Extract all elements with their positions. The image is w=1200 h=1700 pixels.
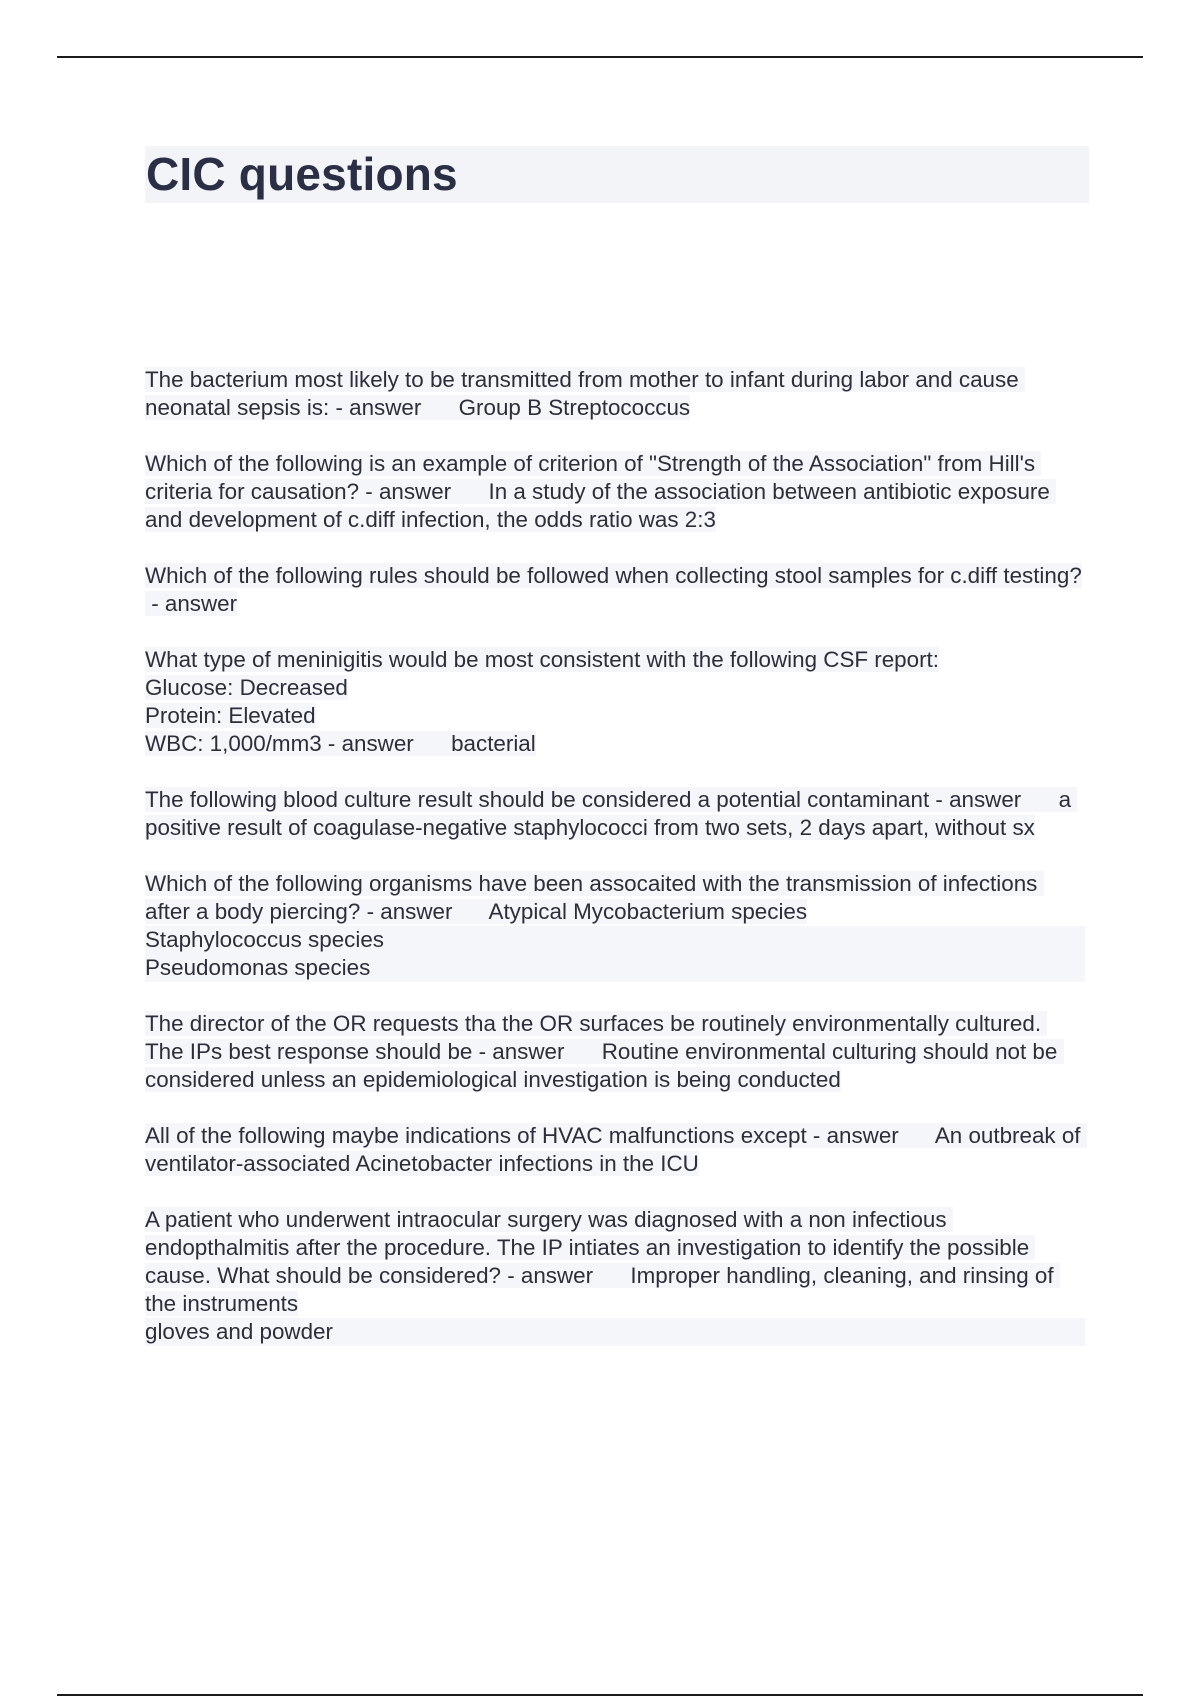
answer-text: a positive result of coagulase-negative staphylococci from two sets, 2 days apart, without sx (145, 787, 1078, 840)
qa-item-2 (145, 450, 1085, 534)
answer-separator: - answer (472, 1039, 565, 1064)
document-title: CIC questions (146, 148, 458, 200)
answer-separator: - answer (806, 1123, 899, 1148)
answer-separator: - answer (359, 479, 452, 504)
answer-separator: - answer (501, 1263, 594, 1288)
answer-text: Improper handling, cleaning, and rinsing of the instruments (145, 1263, 1060, 1316)
qa-item-4 (145, 646, 1085, 758)
question-text: All of the following maybe indications of HVAC malfunctions except (145, 1123, 807, 1148)
qa-item-9 (145, 1206, 1085, 1346)
qa-item-6 (145, 870, 1085, 982)
answer-text: In a study of the association between antibiotic exposure and development of c.diff infection, the odds ratio was 2:3 (145, 479, 1057, 532)
question-text: What type of meninigitis would be most consistent with the following CSF report: Glucose: Decreased Protein: Elevated WBC: 1,000/mm3 (145, 647, 939, 756)
answer-separator: - answer (360, 899, 453, 924)
answer-text: Group B Streptococcus (458, 395, 691, 420)
answer-separator: - answer (145, 591, 238, 616)
qa-item-7 (145, 1010, 1085, 1094)
question-text: The director of the OR requests tha the OR surfaces be routinely environmentally cultured. The IPs best response should be (145, 1011, 1047, 1064)
question-text: The bacterium most likely to be transmitted from mother to infant during labor and cause neonatal sepsis is: (145, 367, 1025, 420)
question-text: Which of the following organisms have been assocaited with the transmission of infections after a body piercing? (145, 871, 1044, 924)
answer-separator: - answer (329, 395, 422, 420)
answer-separator: - answer (929, 787, 1022, 812)
bottom-rule (57, 1694, 1143, 1696)
question-text: Which of the following rules should be followed when collecting stool samples for c.diff testing? (145, 563, 1082, 588)
qa-list (145, 366, 1085, 1374)
qa-item-5 (145, 786, 1085, 842)
answer-extra: Staphylococcus species Pseudomonas species (145, 926, 1085, 982)
answer-text: bacterial (451, 731, 536, 756)
qa-item-3 (145, 562, 1085, 618)
question-text: A patient who underwent intraocular surgery was diagnosed with a non infectious endopthalmitis after the procedure. The IP intiates an investigation to identify the possible cause. What should be considered? (145, 1207, 1036, 1288)
qa-item-1 (145, 366, 1085, 422)
qa-item-8 (145, 1122, 1085, 1178)
question-text: The following blood culture result should be considered a potential contaminant (145, 787, 930, 812)
answer-text: Routine environmental culturing should not be considered unless an epidemiological investigation is being conducted (145, 1039, 1064, 1092)
question-text: Which of the following is an example of criterion of "Strength of the Association" from Hill's criteria for causation? (145, 451, 1042, 504)
answer-text: Atypical Mycobacterium species (488, 899, 808, 924)
answer-text: An outbreak of ventilator-associated Acinetobacter infections in the ICU (145, 1123, 1087, 1176)
top-rule (57, 56, 1143, 58)
answer-extra: gloves and powder (145, 1318, 1085, 1346)
answer-separator: - answer (321, 731, 414, 756)
